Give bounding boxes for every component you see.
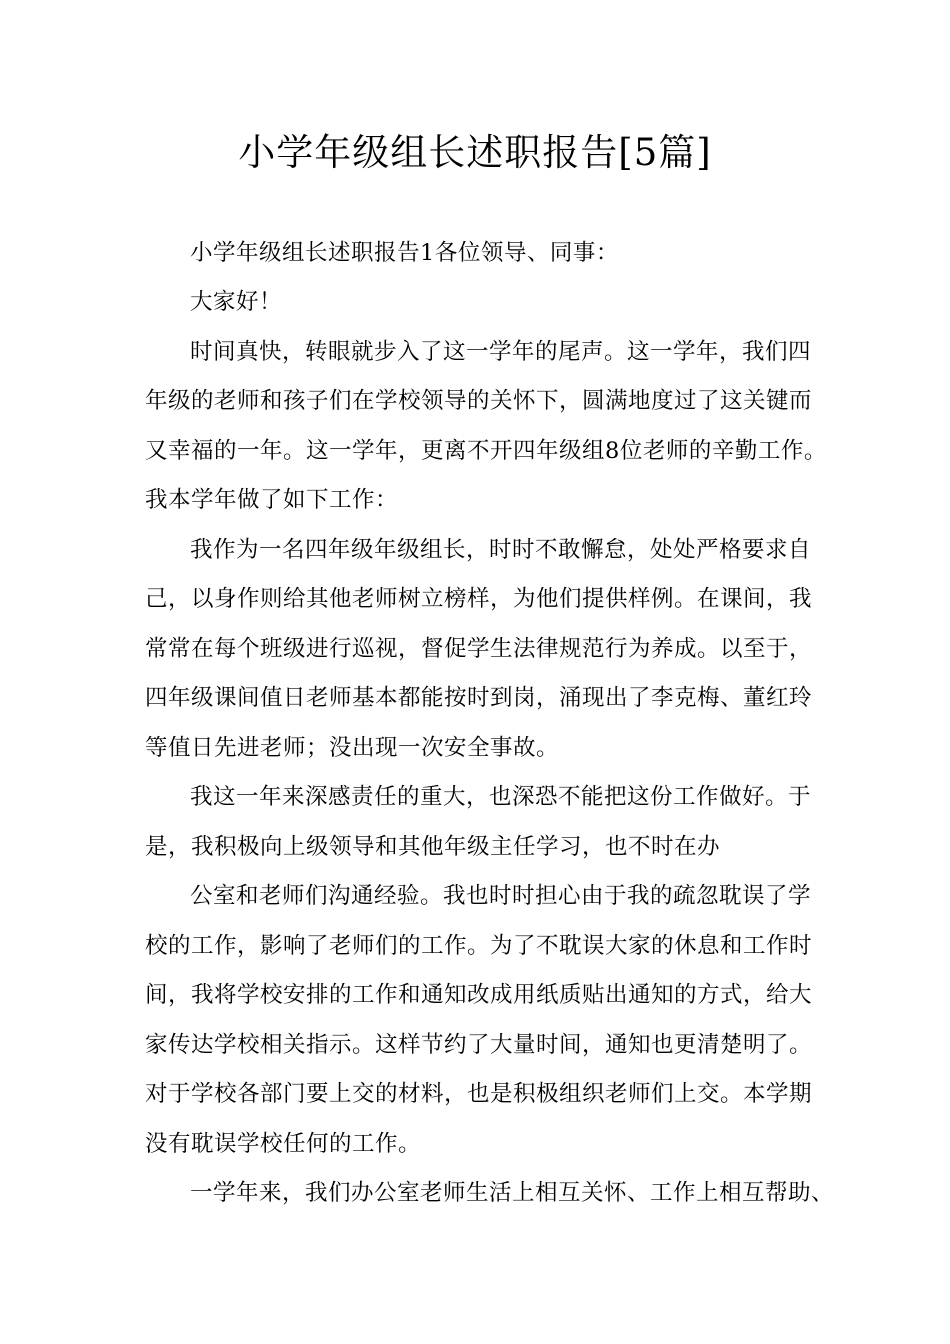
paragraph-line: 大家好！ [190,289,283,315]
paragraph-line: 是，我积极向上级领导和其他年级主任学习，也不时在办 [145,834,721,860]
paragraph-line: 年级的老师和孩子们在学校领导的关怀下，圆满地度过了这关键而 [145,388,813,414]
paragraph-line: 时间真快，转眼就步入了这一学年的尾声。这一学年，我们四 [190,339,812,365]
paragraph-line: 家传达学校相关指示。这样节约了大量时间，通知也更清楚明了。 [145,1032,813,1058]
paragraph-line: 我本学年做了如下工作： [145,487,399,513]
paragraph-line: 我作为一名四年级年级组长，时时不敢懈怠，处处严格要求自 [190,537,812,563]
document-title: 小学年级组长述职报告[5篇] [238,131,712,174]
paragraph-line: 没有耽误学校任何的工作。 [145,1131,422,1157]
paragraph-line: 常常在每个班级进行巡视，督促学生法律规范行为养成。以至于， [145,636,813,662]
paragraph-line: 校的工作，影响了老师们的工作。为了不耽误大家的休息和工作时 [145,933,813,959]
paragraph-line: 对于学校各部门要上交的材料，也是积极组织老师们上交。本学期 [145,1081,813,1107]
paragraph-line: 等值日先进老师；没出现一次安全事故。 [145,735,560,761]
paragraph-line: 又幸福的一年。这一学年，更离不开四年级组8位老师的辛勤工作。 [145,438,827,464]
paragraph-line: 公室和老师们沟通经验。我也时时担心由于我的疏忽耽误了学 [190,883,812,909]
paragraph-line: 小学年级组长述职报告1各位领导、同事： [190,240,619,266]
paragraph-line: 一学年来，我们办公室老师生活上相互关怀、工作上相互帮助、 [190,1180,835,1206]
paragraph-line: 我这一年来深感责任的重大，也深恐不能把这份工作做好。于 [190,784,812,810]
paragraph-line: 己，以身作则给其他老师树立榜样，为他们提供样例。在课间，我 [145,586,813,612]
paragraph-line: 四年级课间值日老师基本都能按时到岗，涌现出了李克梅、董红玲 [145,685,813,711]
paragraph-line: 间，我将学校安排的工作和通知改成用纸质贴出通知的方式，给大 [145,982,813,1008]
